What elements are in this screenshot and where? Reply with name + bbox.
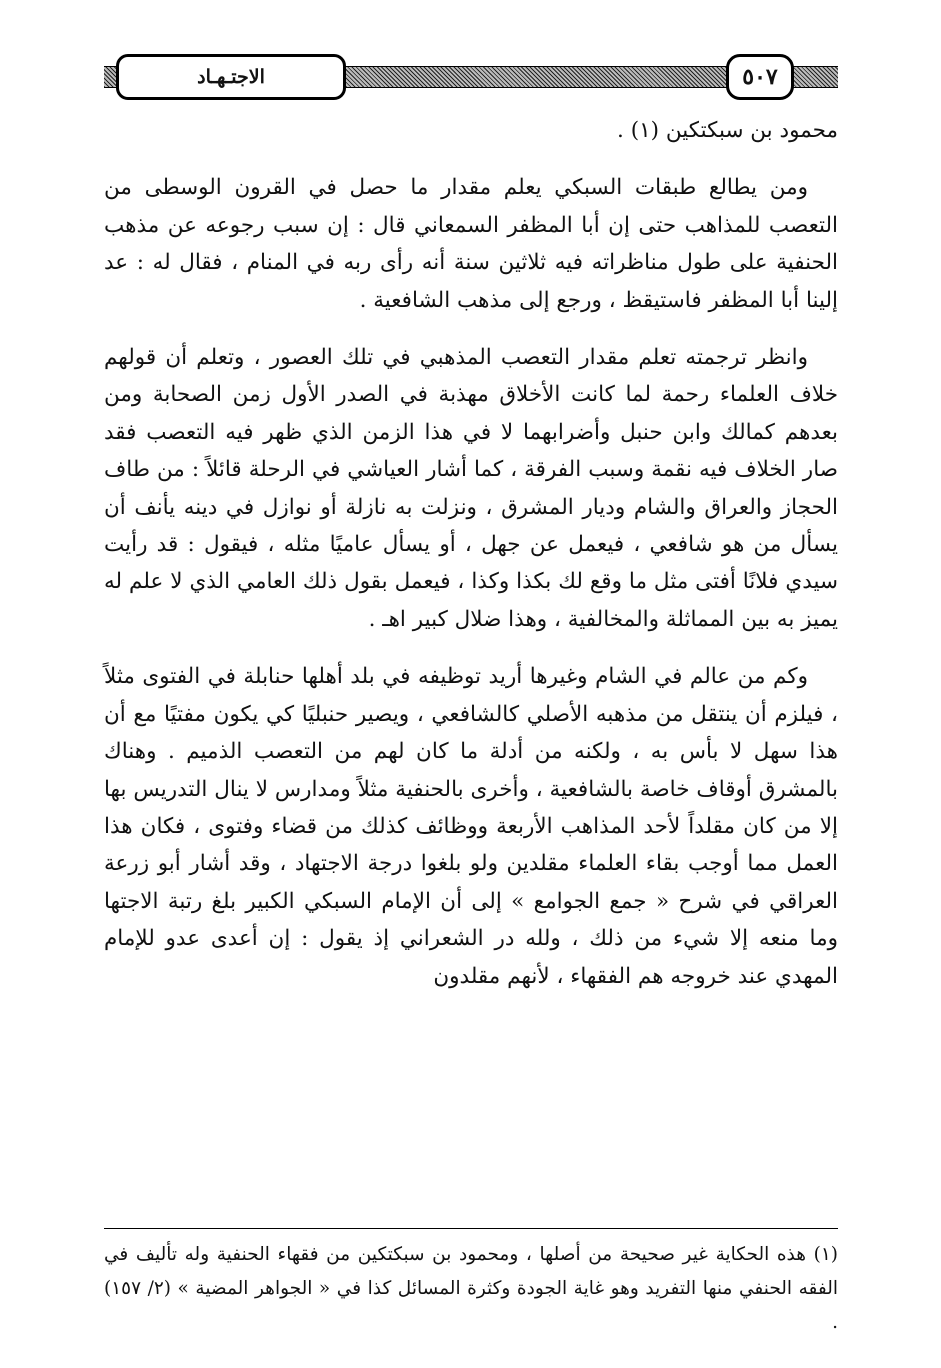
footnote-divider xyxy=(104,1228,838,1229)
paragraph: وكم من عالم في الشام وغيرها أريد توظيفه في بلد أهلها حنابلة في الفتوى مثلاً ، فيلزم أن ينتقل من مذهبه الأصلي كالشافعي ، ويصير حنبليًا كي يكون مفتيًا مع أن هذا سهل لا بأس به ، ولكنه من أدلة ما كان لهم من التعصب الذميم . وهناك بالمشرق أوقاف خاصة بالشافعية ، وأخرى بالحنفية مثلاً ومدارس لا ينال التدريس بها إلا من كان مقلداً لأحد المذاهب الأربعة ووظائف كذلك من قضاء وفتوى ، فكان هذا العمل مما أوجب بقاء العلماء مقلدين ولو بلغوا درجة الاجتهاد ، وقد أشار أبو زرعة العراقي في شرح « جمع الجوامع » إلى أن الإمام السبكي الكبير بلغ رتبة الاجتها وما منعه إلا شيء من ذلك ، ولله در الشعراني إذ يقول : إن أعدى عدو للإمام المهدي عند خروجه هم الفقهاء ، لأنهم مقلدون xyxy=(104,664,838,989)
running-title: الاجتـهـاد xyxy=(116,54,346,100)
paragraph: وانظر ترجمته تعلم مقدار التعصب المذهبي في تلك العصور ، وتعلم أن قولهم خلاف العلماء رحمة لما كانت الأخلاق مهذبة في الصدر الأول زمن الصحابة ومن بعدهم كمالك وابن حنبل وأضرابهما لا في هذا الزمن الذي ظهر فيه التعصب فقد صار الخلاف فيه نقمة وسبب الفرقة ، كما أشار العياشي في الرحلة قائلاً : من طاف الحجاز والعراق والشام وديار المشرق ، ونزلت به نازلة أو نوازل في دينه يأنف أن يسأل من هو شافعي ، فيعمل عن جهل ، أو يسأل عاميًا مثله ، فيقول : قد رأيت سيدي فلانًا أفتى مثل ما وقع لك بكذا وكذا ، فيعمل بقول ذلك العامي الذي لا علم له يميز به بين المماثلة والمخالفية ، وهذا ضلال كبير اهـ . xyxy=(104,345,838,632)
page-header xyxy=(104,52,838,100)
main-text xyxy=(104,112,838,995)
footnote xyxy=(104,1238,838,1340)
footnote-text: (١) هذه الحكاية غير صحيحة من أصلها ، ومحمود بن سبكتكين من فقهاء الحنفية وله تأليف في الفقه الحنفي منها التفريد وهو غاية الجودة وكثرة المسائل كذا في « الجواهر المضية » (٢/ ١٥٧) . xyxy=(104,1244,838,1333)
paragraph-continuation: محمود بن سبكتكين (١) . xyxy=(617,118,838,143)
paragraph: ومن يطالع طبقات السبكي يعلم مقدار ما حصل في القرون الوسطى من التعصب للمذاهب حتى إن أبا المظفر السمعاني قال : إن سبب رجوعه عن مذهب الحنفية على طول مناظراته فيه ثلاثين سنة أنه رأى ربه في المنام ، فقال له : عد إلينا أبا المظفر فاستيقظ ، ورجع إلى مذهب الشافعية . xyxy=(104,175,838,313)
page-number: ٥٠٧ xyxy=(726,54,794,100)
